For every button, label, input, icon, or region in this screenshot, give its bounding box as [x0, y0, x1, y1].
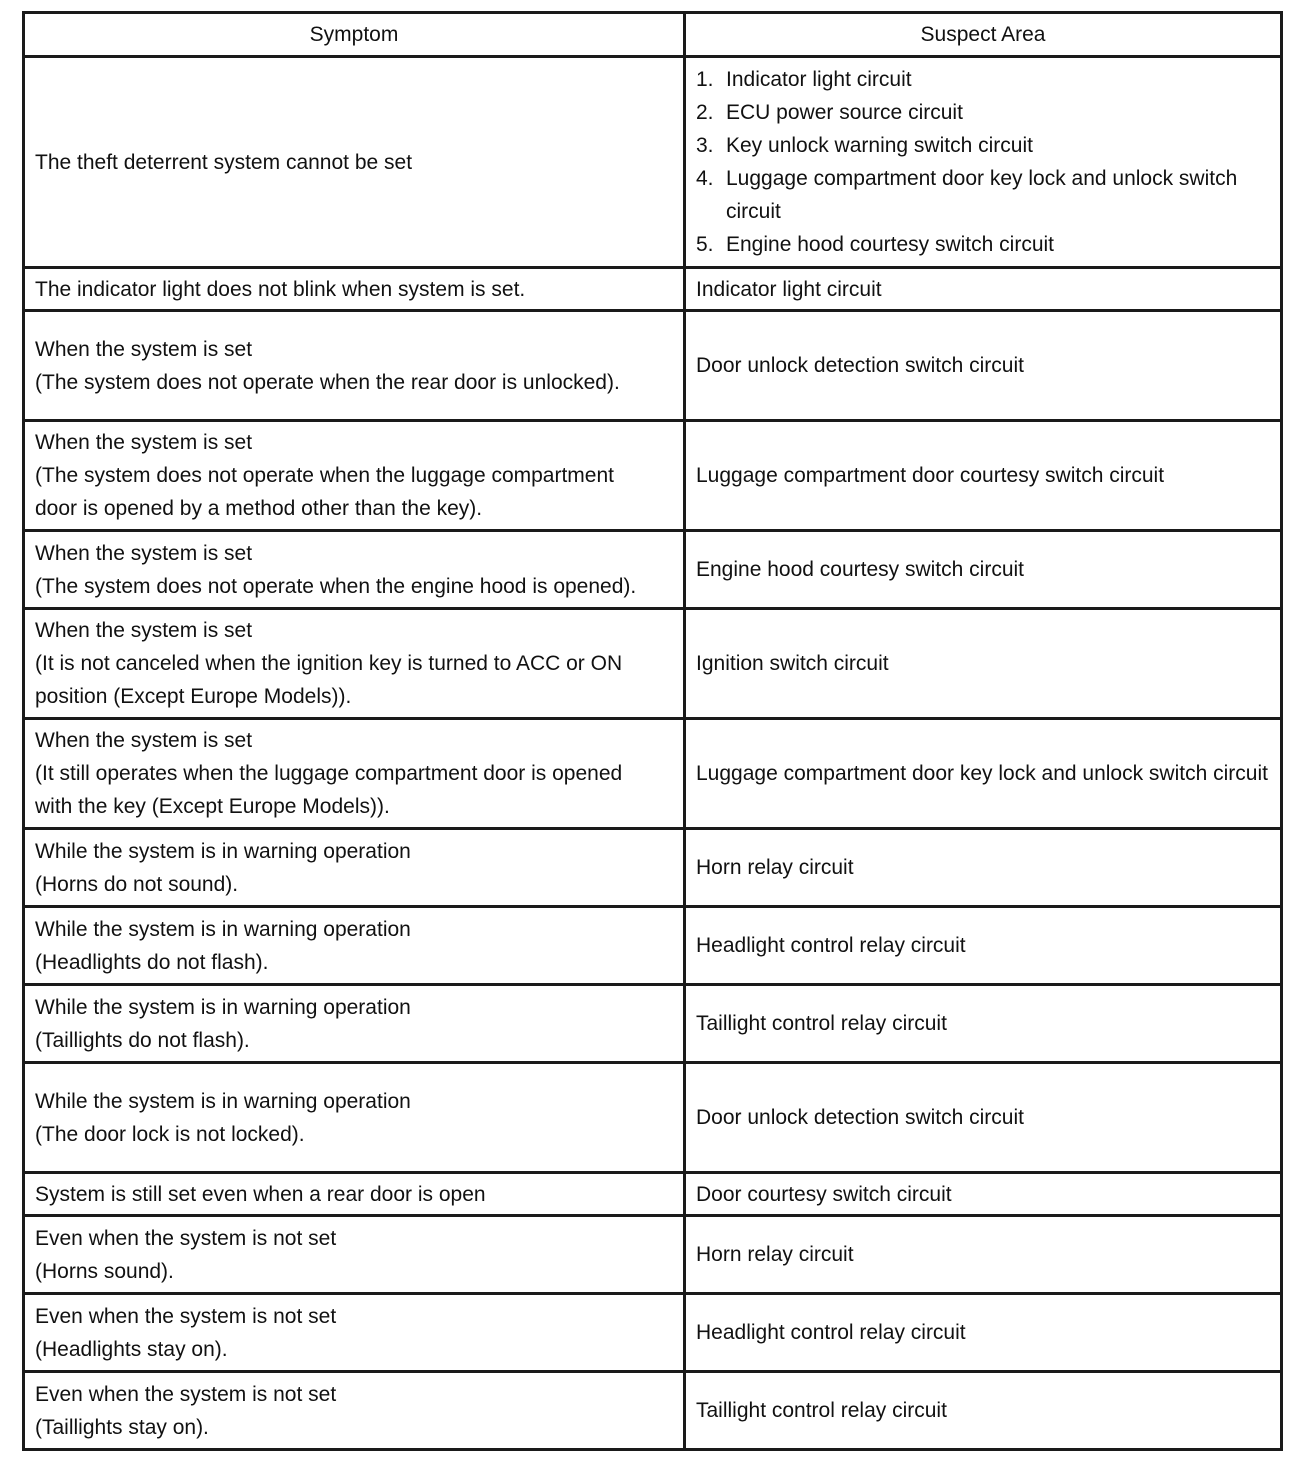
list-item-text: Key unlock warning switch circuit: [726, 134, 1033, 157]
symptom-text-line: (Horns do not sound).: [35, 872, 239, 896]
list-item-text: ECU power source circuit: [726, 101, 963, 124]
symptom-text-line: (The door lock is not locked).: [35, 1122, 305, 1146]
table-row: [24, 57, 1282, 268]
suspect-area-list-item: [696, 162, 1270, 228]
table-row: [24, 1063, 1282, 1173]
suspect-area-text: Engine hood courtesy switch circuit: [696, 558, 1024, 581]
symptom-text-line: When the system is set: [35, 337, 253, 361]
symptom-cell: [24, 57, 685, 268]
symptom-cell: [24, 421, 685, 531]
suspect-area-cell: [685, 1372, 1282, 1450]
suspect-area-cell: [685, 609, 1282, 719]
suspect-area-text: Headlight control relay circuit: [696, 1321, 966, 1344]
table-row: [24, 531, 1282, 609]
suspect-area-cell: [685, 719, 1282, 829]
suspect-area-list-item: [696, 228, 1270, 261]
suspect-area-list-item: [696, 96, 1270, 129]
suspect-area-text: Headlight control relay circuit: [696, 934, 966, 957]
symptom-text-line: door is opened by a method other than the key).: [35, 497, 483, 520]
symptom-cell: [24, 1173, 685, 1216]
table-row: [24, 609, 1282, 719]
symptom-cell: [24, 829, 685, 907]
symptom-text-line: position (Except Europe Models)).: [35, 685, 352, 708]
suspect-area-text: Door unlock detection switch circuit: [696, 354, 1024, 377]
symptom-text-line: Even when the system is not set: [35, 1226, 337, 1250]
suspect-area-cell: [685, 268, 1282, 311]
symptom-text-line: (Headlights do not flash).: [35, 950, 269, 974]
table-row: [24, 1173, 1282, 1216]
suspect-area-text: Luggage compartment door courtesy switch circuit: [696, 464, 1165, 487]
header-suspect-area: Suspect Area: [685, 13, 1282, 57]
suspect-area-cell: [685, 57, 1282, 268]
suspect-area-text: Taillight control relay circuit: [696, 1012, 947, 1035]
table-row: [24, 421, 1282, 531]
table-row: [24, 268, 1282, 311]
suspect-area-list-item: [696, 129, 1270, 162]
suspect-area-cell: [685, 985, 1282, 1063]
suspect-area-cell: [685, 311, 1282, 421]
symptom-text-line: (It is not canceled when the ignition key is turned to ACC or ON: [35, 652, 623, 675]
symptom-text-line: (Taillights do not flash).: [35, 1028, 250, 1052]
table-row: [24, 985, 1282, 1063]
suspect-area-text: Ignition switch circuit: [696, 652, 889, 675]
suspect-area-text: Horn relay circuit: [696, 856, 854, 879]
symptom-text-line: Even when the system is not set: [35, 1304, 337, 1328]
suspect-area-cell: [685, 421, 1282, 531]
symptom-text-line: (Taillights stay on).: [35, 1415, 209, 1439]
header-symptom: Symptom: [24, 13, 685, 57]
list-item-number: 2.: [696, 101, 714, 124]
symptom-text-line: (It still operates when the luggage compartment door is opened: [35, 762, 623, 785]
table-row: [24, 311, 1282, 421]
table-row: [24, 1294, 1282, 1372]
suspect-area-list: [696, 63, 1270, 261]
suspect-area-text: Luggage compartment door key lock and unlock switch circuit: [696, 762, 1268, 785]
table-row: [24, 907, 1282, 985]
symptom-cell: [24, 609, 685, 719]
suspect-area-cell: [685, 829, 1282, 907]
symptom-text-line: When the system is set: [35, 619, 253, 642]
symptom-text-line: (The system does not operate when the luggage compartment: [35, 464, 614, 487]
symptom-cell: [24, 985, 685, 1063]
symptom-text-line: When the system is set: [35, 541, 253, 565]
symptom-text-line: While the system is in warning operation: [35, 1089, 411, 1113]
symptom-text-line: While the system is in warning operation: [35, 917, 411, 941]
symptom-text-line: While the system is in warning operation: [35, 839, 411, 863]
table-body: [24, 57, 1282, 1450]
suspect-area-cell: [685, 531, 1282, 609]
symptom-text-line: When the system is set: [35, 729, 253, 752]
symptom-text-line: While the system is in warning operation: [35, 995, 411, 1019]
list-item-number: 5.: [696, 233, 714, 256]
list-item-text: Luggage compartment door key lock and unlock switch circuit: [726, 167, 1238, 223]
table-row: [24, 1372, 1282, 1450]
suspect-area-cell: [685, 1216, 1282, 1294]
list-item-text: Indicator light circuit: [726, 68, 912, 91]
symptom-text-line: The theft deterrent system cannot be set: [35, 150, 413, 174]
list-item-number: 4.: [696, 167, 714, 190]
list-item-number: 1.: [696, 68, 714, 91]
symptom-text-line: Even when the system is not set: [35, 1382, 337, 1406]
suspect-area-cell: [685, 1173, 1282, 1216]
symptom-cell: [24, 1063, 685, 1173]
symptom-text-line: System is still set even when a rear door is open: [35, 1182, 486, 1206]
symptom-cell: [24, 1216, 685, 1294]
symptom-table: [22, 11, 1283, 1451]
symptom-cell: [24, 719, 685, 829]
suspect-area-text: Door unlock detection switch circuit: [696, 1106, 1024, 1129]
suspect-area-text: Door courtesy switch circuit: [696, 1182, 952, 1206]
suspect-area-list-item: [696, 63, 1270, 96]
suspect-area-text: Indicator light circuit: [696, 277, 882, 301]
list-item-text: Engine hood courtesy switch circuit: [726, 233, 1054, 256]
table-row: [24, 829, 1282, 907]
table-row: [24, 719, 1282, 829]
header-row: [24, 13, 1282, 57]
symptom-text-line: with the key (Except Europe Models)).: [35, 795, 390, 818]
symptom-text-line: (The system does not operate when the rear door is unlocked).: [35, 370, 620, 394]
symptom-cell: [24, 1294, 685, 1372]
symptom-cell: [24, 907, 685, 985]
symptom-cell: [24, 531, 685, 609]
suspect-area-cell: [685, 1294, 1282, 1372]
symptom-text-line: When the system is set: [35, 431, 253, 454]
symptom-text-line: (Headlights stay on).: [35, 1337, 228, 1361]
symptom-cell: [24, 1372, 685, 1450]
symptom-cell: [24, 311, 685, 421]
suspect-area-cell: [685, 907, 1282, 985]
symptom-cell: [24, 268, 685, 311]
suspect-area-cell: [685, 1063, 1282, 1173]
suspect-area-text: Horn relay circuit: [696, 1243, 854, 1266]
table-row: [24, 1216, 1282, 1294]
list-item-number: 3.: [696, 134, 714, 157]
symptom-text-line: (Horns sound).: [35, 1259, 174, 1283]
suspect-area-text: Taillight control relay circuit: [696, 1399, 947, 1422]
symptom-text-line: (The system does not operate when the engine hood is opened).: [35, 574, 637, 598]
symptom-text-line: The indicator light does not blink when system is set.: [35, 277, 526, 301]
